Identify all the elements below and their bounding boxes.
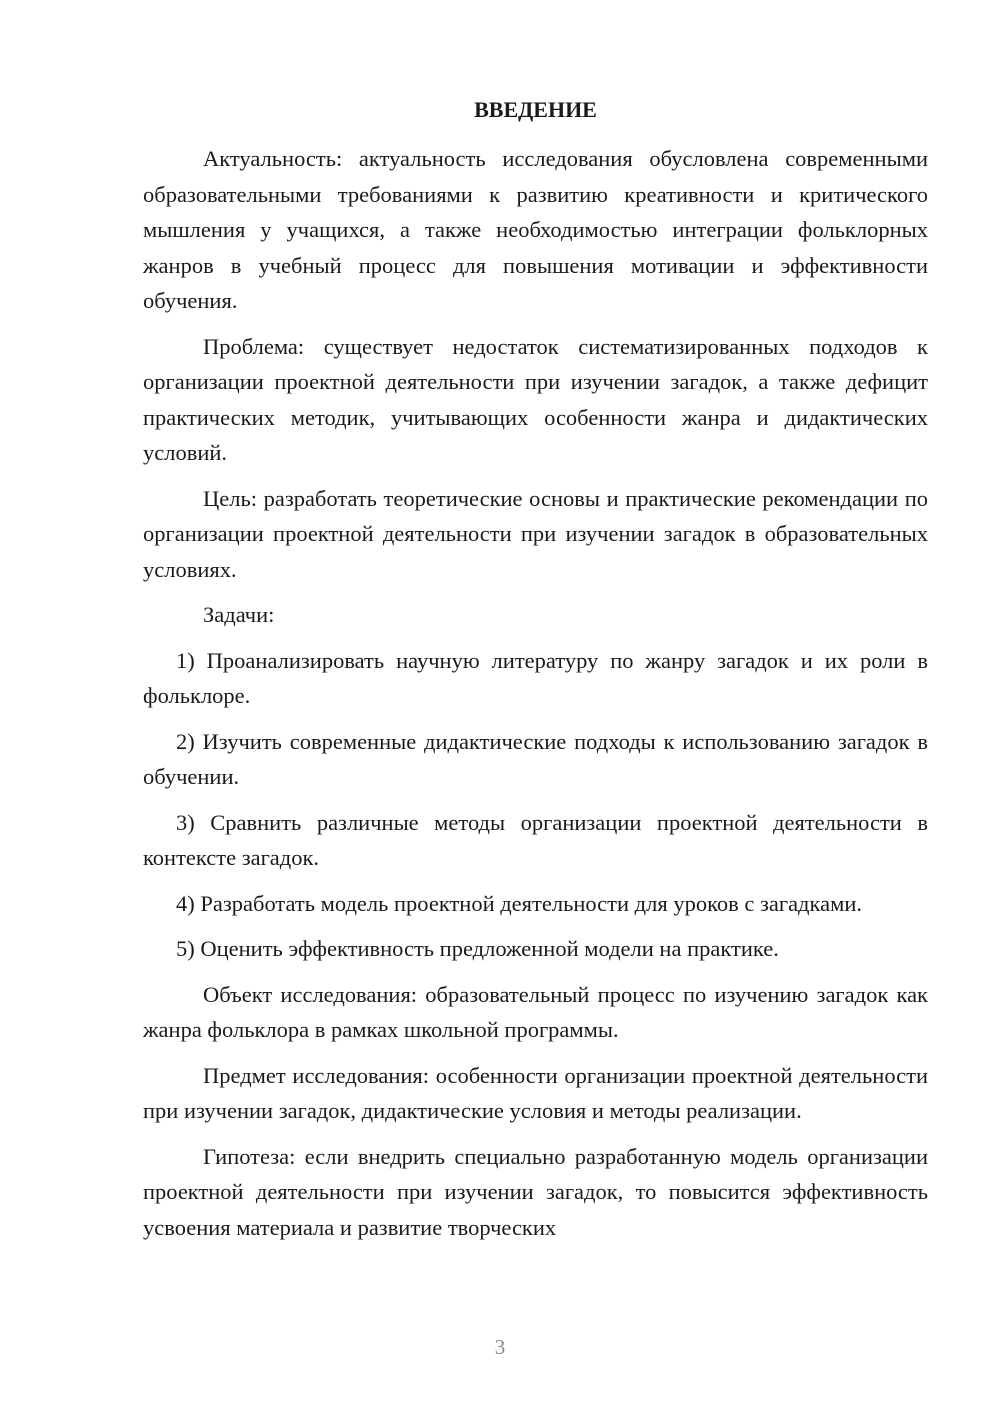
task-item-5: 5) Оценить эффективность предложенной модели на практике.: [176, 936, 779, 961]
paragraph-problem: Проблема: существует недостаток систематизированных подходов к организации проектной деятельности при изучении загадок, а также дефицит практических методик, учитывающих особенности жанра и дидактических условий.: [143, 333, 928, 465]
task-item-3: 3) Сравнить различные методы организации проектной деятельности в контексте загадок.: [143, 809, 928, 870]
paragraph-hypothesis: Гипотеза: если внедрить специально разработанную модель организации проектной деятельности при изучении загадок, то повысится эффективность усвоения материала и развитие творческих: [143, 1143, 928, 1240]
paragraph-relevance: Актуальность: актуальность исследования обусловлена современными образовательными требованиями к развитию креативности и критического мышления у учащихся, а также необходимостью интеграции фольклорных жанров в учебный процесс для повышения мотивации и эффективности обучения.: [143, 146, 928, 313]
task-item-1: 1) Проанализировать научную литературу по жанру загадок и их роли в фольклоре.: [143, 647, 928, 708]
document-body: [143, 141, 928, 1255]
paragraph-object: Объект исследования: образовательный процесс по изучению загадок как жанра фольклора в рамках школьной программы.: [143, 981, 928, 1042]
page-number: 3: [494, 1335, 506, 1359]
page-title: ВВЕДЕНИЕ: [474, 97, 597, 122]
paragraph-subject: Предмет исследования: особенности организации проектной деятельности при изучении загадок, дидактические условия и методы реализации.: [143, 1062, 928, 1123]
task-item-2: 2) Изучить современные дидактические подходы к использованию загадок в обучении.: [143, 728, 928, 789]
paragraph-tasks-heading: Задачи:: [203, 602, 275, 627]
paragraph-goal: Цель: разработать теоретические основы и практические рекомендации по организации проектной деятельности при изучении загадок в образовательных условиях.: [143, 485, 928, 582]
task-item-4: 4) Разработать модель проектной деятельности для уроков с загадками.: [176, 890, 862, 916]
